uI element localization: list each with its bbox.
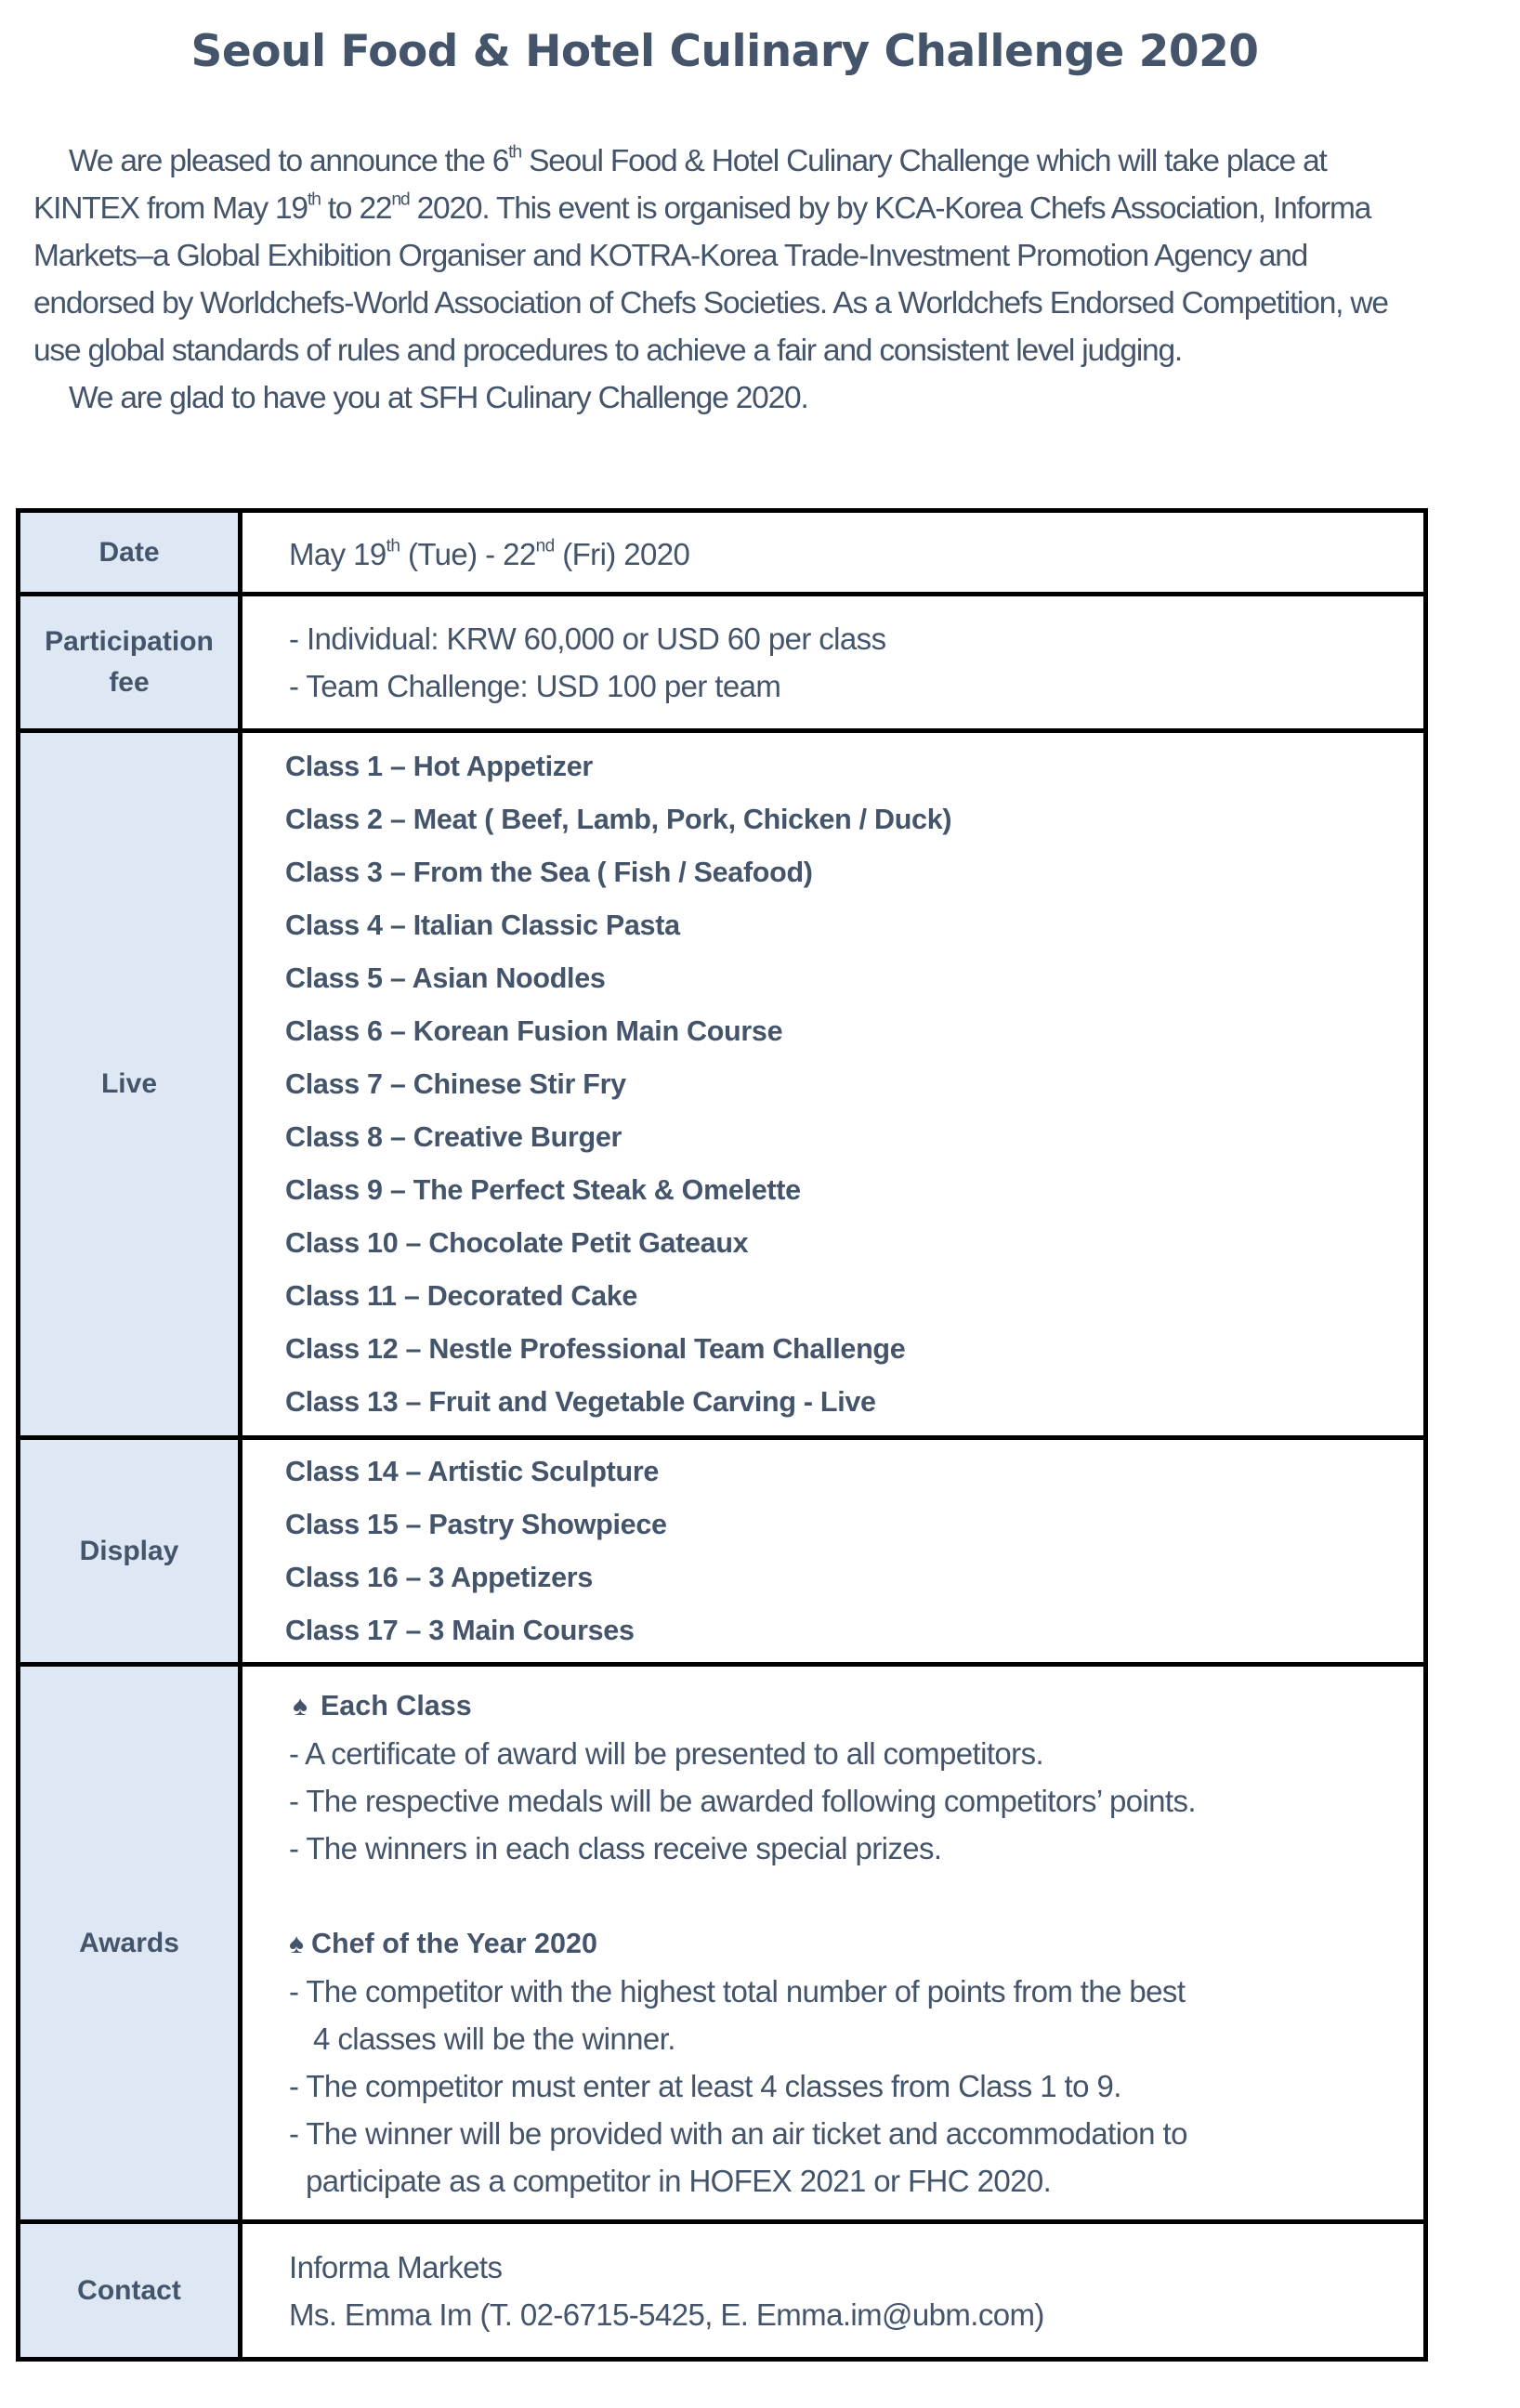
- class-item: Class 4 – Italian Classic Pasta: [285, 909, 680, 941]
- award-line: participate as a competitor in HOFEX 2021 or FHC 2020.: [306, 2163, 1052, 2198]
- class-item: Class 3 – From the Sea ( Fish / Seafood): [285, 856, 813, 888]
- class-item: Class 12 – Nestle Professional Team Challenge: [285, 1332, 906, 1365]
- class-item: Class 16 – 3 Appetizers: [285, 1561, 594, 1593]
- award-line: - The winners in each class receive special prizes.: [289, 1830, 942, 1865]
- live-classes: [239, 733, 1423, 1435]
- intro-paragraph-1: We are pleased to announce the 6th Seoul Food & Hotel Culinary Challenge which will take place at KINTEX from May 19th to 22nd 2020. This event is organised by by KCA-Korea Chefs Association, Informa Markets–a Global Exhibition Organiser and KOTRA-Korea Trade-Investment Promotion Agency and endorsed by Worldchefs-World Association of Chefs Societies. As a Worldchefs Endorsed Competition, we use global standards of rules and procedures to achieve a fair and consistent level judging.: [33, 141, 1388, 368]
- date-value: May 19th (Tue) - 22nd (Fri) 2020: [289, 536, 690, 571]
- info-table: [16, 508, 1428, 2362]
- label-participation-fee: Participation fee: [20, 596, 242, 728]
- row-contact: [20, 2219, 1423, 2357]
- award-line: - The competitor must enter at least 4 classes from Class 1 to 9.: [289, 2068, 1121, 2103]
- fee-team: - Team Challenge: USD 100 per team: [289, 669, 781, 703]
- class-item: Class 17 – 3 Main Courses: [285, 1614, 635, 1646]
- intro-paragraph-2: We are glad to have you at SFH Culinary Challenge 2020.: [69, 381, 808, 415]
- class-item: Class 6 – Korean Fusion Main Course: [285, 1014, 783, 1047]
- class-item: Class 11 – Decorated Cake: [285, 1279, 638, 1312]
- award-line: - A certificate of award will be presented to all competitors.: [289, 1735, 1044, 1771]
- class-item: Class 15 – Pastry Showpiece: [285, 1508, 667, 1540]
- spade-icon: ♠: [293, 1690, 308, 1721]
- class-item: Class 1 – Hot Appetizer: [285, 750, 593, 782]
- award-line: - The winner will be provided with an air ticket and accommodation to: [289, 2115, 1187, 2151]
- label-display: Display: [20, 1440, 242, 1662]
- class-item: Class 7 – Chinese Stir Fry: [285, 1067, 626, 1100]
- label-live: Live: [20, 733, 242, 1435]
- class-item: Class 9 – The Perfect Steak & Omelette: [285, 1173, 801, 1206]
- contact-person: Ms. Emma Im (T. 02-6715-5425, E. Emma.im@ubm.com): [289, 2297, 1044, 2332]
- display-classes: [239, 1440, 1423, 1662]
- award-line: 4 classes will be the winner.: [313, 2021, 675, 2056]
- row-participation-fee: [20, 592, 1423, 728]
- awards-content: [242, 1667, 1423, 2219]
- spade-icon: ♠: [289, 1928, 304, 1959]
- row-awards: [20, 1662, 1423, 2219]
- intro-text: [33, 137, 1427, 422]
- row-display: [20, 1435, 1423, 1662]
- award-line: - The competitor with the highest total number of points from the best: [289, 1973, 1186, 2009]
- class-item: Class 13 – Fruit and Vegetable Carving - Live: [285, 1385, 876, 1418]
- award-line: - The respective medals will be awarded following competitors’ points.: [289, 1783, 1196, 1818]
- fee-individual: - Individual: KRW 60,000 or USD 60 per class: [289, 622, 886, 656]
- class-item: Class 14 – Artistic Sculpture: [285, 1455, 660, 1487]
- row-date: [20, 513, 1423, 592]
- class-item: Class 2 – Meat ( Beef, Lamb, Pork, Chicken / Duck): [285, 803, 952, 835]
- class-item: Class 10 – Chocolate Petit Gateaux: [285, 1226, 749, 1259]
- contact-organization: Informa Markets: [289, 2249, 503, 2284]
- awards-each-class-heading: ♠ Each Class: [289, 1682, 1423, 1730]
- label-date: Date: [20, 513, 242, 592]
- row-live: [20, 728, 1423, 1435]
- label-awards: Awards: [20, 1667, 242, 2219]
- fee-values: [242, 596, 1423, 728]
- contact-info: [242, 2224, 1423, 2357]
- page-title: Seoul Food & Hotel Culinary Challenge 2020: [190, 26, 1259, 77]
- class-item: Class 5 – Asian Noodles: [285, 962, 606, 994]
- awards-chef-of-year-heading: ♠ Chef of the Year 2020: [289, 1920, 1423, 1968]
- class-item: Class 8 – Creative Burger: [285, 1120, 622, 1153]
- label-contact: Contact: [20, 2224, 242, 2357]
